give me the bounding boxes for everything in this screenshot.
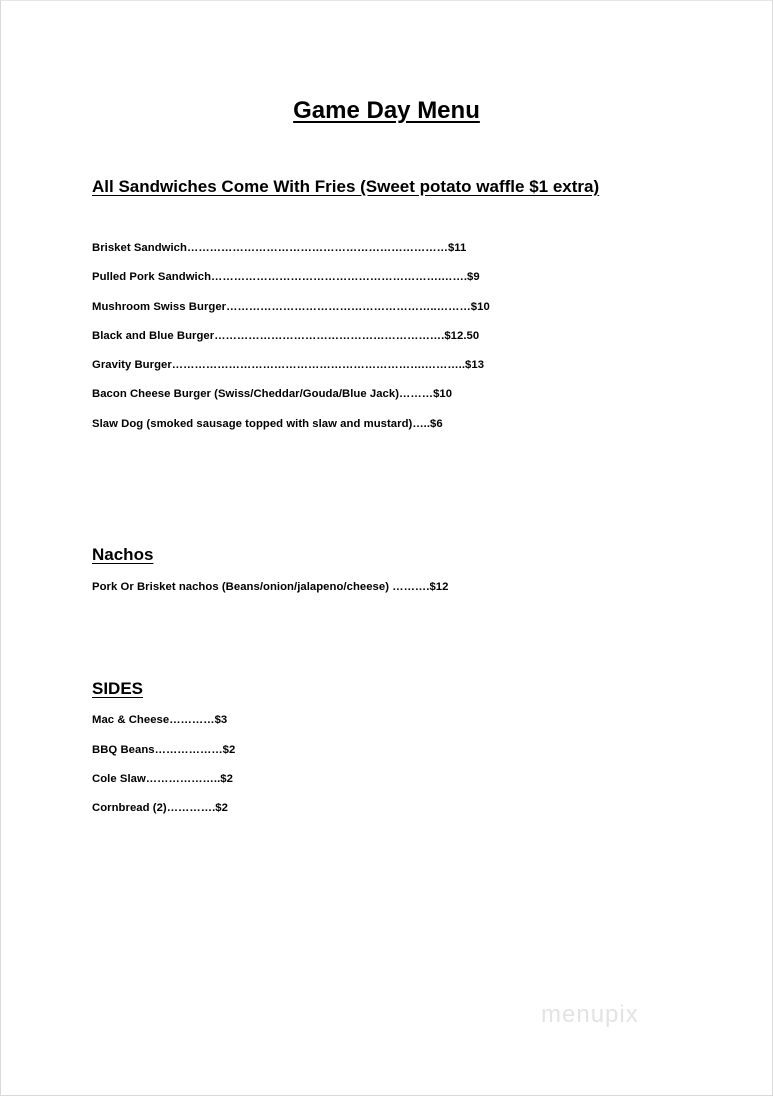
menu-item: Brisket Sandwich……………………………………………………………$11: [92, 242, 467, 254]
menu-item: Pulled Pork Sandwich…………………………………………………….…….$9: [92, 271, 480, 283]
menu-item: Gravity Burger………………………………………………………….………..$13: [92, 359, 485, 371]
page-title: Game Day Menu: [293, 97, 480, 124]
menu-item: Cornbread (2)………….$2: [92, 802, 228, 814]
menu-item: Mushroom Swiss Burger………………………………………………..………$10: [92, 301, 490, 313]
nachos-heading: Nachos: [92, 545, 154, 564]
menu-item: Mac & Cheese…………$3: [92, 714, 228, 726]
menu-item: Slaw Dog (smoked sausage topped with slaw and mustard)…..$6: [92, 418, 443, 430]
sandwiches-heading: All Sandwiches Come With Fries (Sweet potato waffle $1 extra): [92, 177, 600, 196]
menu-item: BBQ Beans………………$2: [92, 744, 236, 756]
sides-heading: SIDES: [92, 679, 144, 698]
menu-item: Cole Slaw………………..$2: [92, 773, 233, 785]
watermark-logo: menupix: [541, 1001, 639, 1028]
menu-item: Black and Blue Burger…………………………………………………….$12.50: [92, 330, 480, 342]
menu-item: Bacon Cheese Burger (Swiss/Cheddar/Gouda/Blue Jack)………$10: [92, 388, 453, 400]
menu-item: Pork Or Brisket nachos (Beans/onion/jalapeno/cheese) ……….$12: [92, 581, 449, 593]
